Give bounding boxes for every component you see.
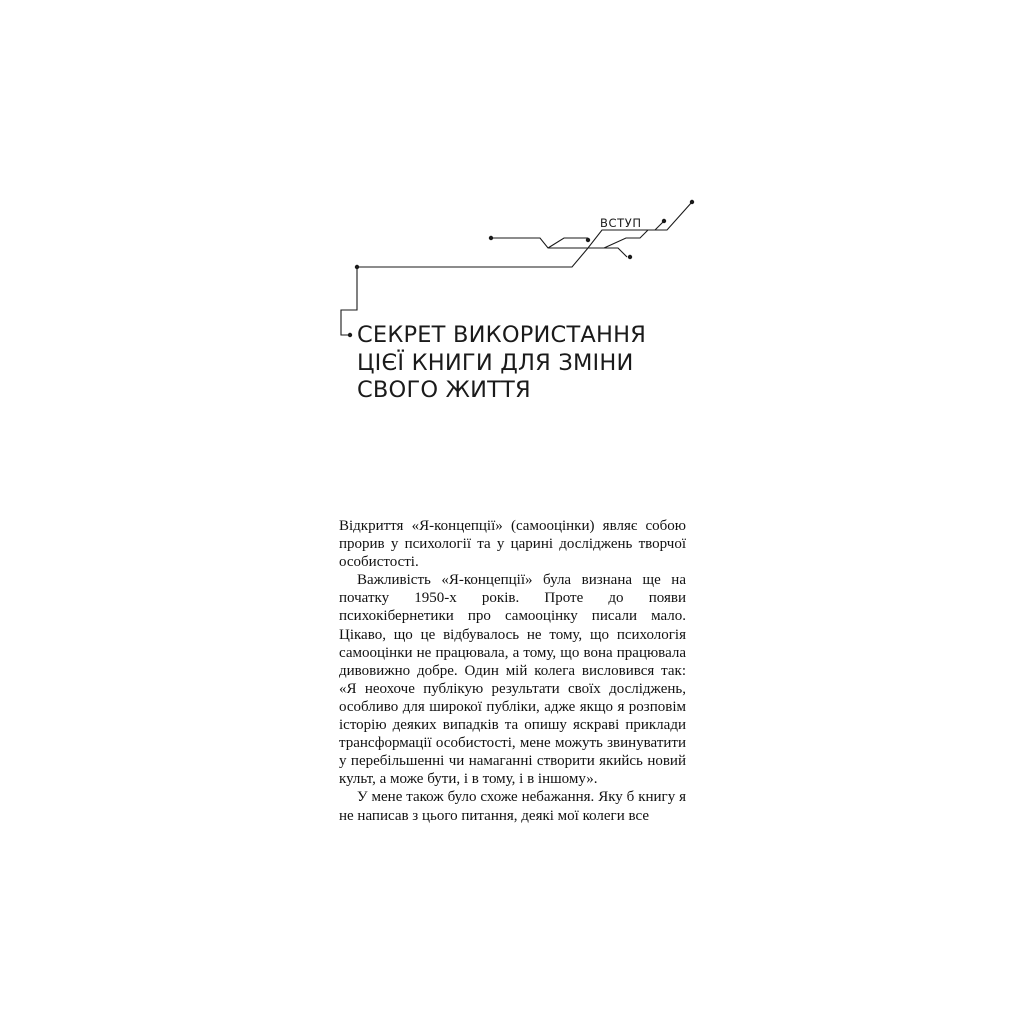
circuit-crossing-trace	[548, 238, 588, 248]
circuit-node-dot	[628, 255, 632, 259]
circuit-node-dot	[355, 265, 359, 269]
body-paragraph: У мене також було схоже небажання. Яку б книгу я не написав з цього питання, деякі мої колеги все	[339, 789, 686, 824]
body-paragraph: Важливість «Я-концепції» була визнана ще на початку 1950-х років. Проте до появи психокібернетики про самооцінку писали мало. Цікаво, що це відбувалось не тому, що психологія самооцінки не працювала, а тому, що вона працювала дивовижно добре. Один мій колега висловився так: «Я неохоче публікую результати своїх досліджень, особливо для широкої публіки, адже якщо я розповім історію деяких випадків та опишу яскраві приклади трансформації особистості, мене можуть звинуватити у перебільшенні чи намаганні створити якийсь новий культ, а може бути, і в тому, і в іншому».	[339, 572, 686, 788]
circuit-node-dot	[690, 200, 694, 204]
circuit-node-dot	[348, 333, 352, 337]
chapter-title	[357, 322, 697, 405]
circuit-node-dot	[489, 236, 493, 240]
circuit-node-dot	[586, 238, 590, 242]
body-text	[339, 517, 686, 825]
chapter-title-line: СВОГО ЖИТТЯ	[357, 377, 531, 403]
body-paragraph: Відкриття «Я-концепції» (самооцінки) являє собою прорив у психології та у царині досліджень творчої особистості.	[339, 518, 686, 571]
chapter-title-line: ЦІЄЇ КНИГИ ДЛЯ ЗМІНИ	[357, 349, 634, 376]
section-label: ВСТУП	[600, 216, 642, 230]
circuit-node-dot	[662, 219, 666, 223]
chapter-title-line: СЕКРЕТ ВИКОРИСТАННЯ	[357, 322, 647, 348]
